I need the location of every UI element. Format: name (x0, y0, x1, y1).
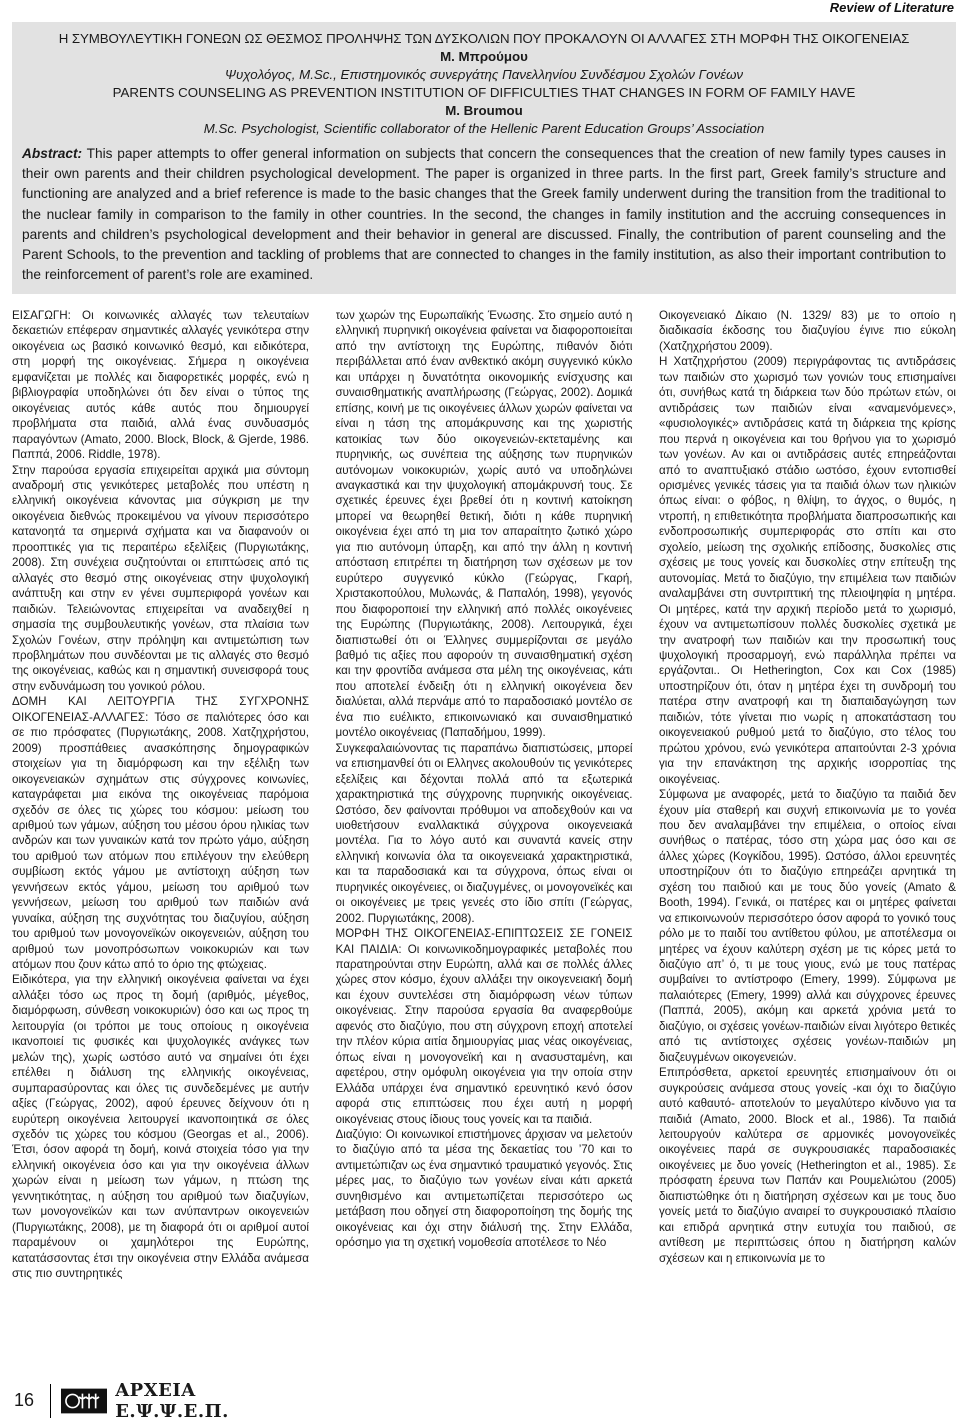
title-greek: Η ΣΥΜΒΟΥΛΕΥΤΙΚΗ ΓΟΝΕΩΝ ΩΣ ΘΕΣΜΟΣ ΠΡΟΛΗΨΗΣ ΤΩΝ ΔΥΣΚΟΛΙΩΝ ΠΟΥ ΠΡΟΚΑΛΟΥΝ ΟΙ ΑΛΛΑΓΕΣ ΣΤΗ ΜΟΡΦΗ ΤΗΣ ΟΙΚΟΓΕΝΕΙΑΣ (58, 31, 910, 46)
column-1 (12, 308, 309, 1388)
column-2 (336, 308, 633, 1388)
paragraph: Η Χατζηχρήστου (2009) περιγράφοντας τις αντιδράσεις των παιδιών στο χωρισμό των γονιών τους επισημαίνει ότι, συνήθως κατά τη διάρκεια των δύο πρώτων ετών, οι αντιδράσεις των παιδιών είναι «αναμενόμενες», «φυσιολογικές» αντιδράσεις κατά τη διάρκεια της κρίσης που περνά η οικογένεια και του θρήνου για το χωρισμό των γονέων. Αν και οι αντιδράσεις αυτές επηρεάζονται από το αναπτυξιακό στάδιο ωστόσο, έχουν εντοπισθεί ορισμένες γενικές τάσεις για τα παιδιά όλων των ηλικιών όπως είναι: ο φόβος, η θλίψη, το άγχος, ο θυμός, η ντροπή, η επιθετικότητα προβλήματα διαπροσωπικής και ενδοπροσωπικής συμπεριφοράς στο σπίτι και στο σχολείο, μείωση της σχολικής επίδοσης, δυσκολίες στις σχέσεις με τους γονείς και δυσκολίες στην επίτευξη της αυτονομίας. Μετά το διαζύγιο, την επιμέλεια των παιδιών αναλαμβάνει στη συντριπτική της πλειοψηφία η μητέρα. Οι μητέρες, κατά την αρχική περίοδο μετά το χωρισμό, έχουν να αντιμετωπίσουν πολλές δυσκολίες σχετικά με την ανατροφή των παιδιών και την προσωπική τους ψυχολογική προσαρμογή, ενώ παράλληλα πρέπει να εργάζονται.. Οι Hetherington, Cox και Cox (1985) υποστηρίζουν ότι, όταν η μητέρα έχει τη συνδρομή του πατέρα στην ανατροφή και τη διαπαιδαγώγηση των παιδιών, τότε γίνεται πιο νωρίς η αποκατάσταση του οικογενειακού ρυθμού μετά το διαζύγιο, στο τέλος του πρώτου χρόνου, ενώ γενικότερα απαιτούνται 2-3 χρόνια για την επανάκτηση της αρχικής ισορροπίας της οικογένειας. (659, 355, 956, 786)
paragraph: Διαζύγιο: Οι κοινωνικοί επιστήμονες άρχισαν να μελετούν το διαζύγιο από τα μέσα της δεκαετίας του ’70 και το αντιμετώπιζαν ως ένα σημαντικό τραυματικό γεγονός. Στις μέρες μας, το διαζύγιο των γονέων είναι κάτι αρκετά συνηθισμένο και αντιμετωπίζεται περισσότερο ως μετάβαση που οδηγεί στη διαφοροποίηση της δομής της οικογένειας και όχι στην διάλυσή της. Στην Ελλάδα, ορόσημο για τη σχετική νομοθεσία αποτέλεσε το Νέο (335, 1128, 633, 1250)
title-english: PARENTS COUNSELING AS PREVENTION INSTITUTION OF DIFFICULTIES THAT CHANGES IN FORM OF FAMILY HAVE (112, 85, 856, 100)
page-number: 16 (14, 1390, 35, 1410)
section-label: Review of Literature (829, 0, 954, 15)
paragraph: των χωρών της Ευρωπαϊκής Ένωσης. Στο σημείο αυτό η ελληνική πυρηνική οικογένεια φαίνεται να διαφοροποιείται από την αντίστοιχη της Ευρώπης, πιθανόν διότι περιβάλλεται από έναν ανθεκτικό ακόμη συγγενικό κύκλο και υπάρχει η δυνατότητα οικονομικής ενίσχυσης και συναισθηματικής αναπλήρωσης (Γεώργας, 2002). Δομικά επίσης, κοινή με τις οικογένειες άλλων χωρών φαίνεται να είναι η τάση της απομάκρυνσης και της χωριστής κατοικίας των δύο οικογενειών-εκτεταμένης και πυρηνικής, ως συνέπεια της αύξησης των πυρηνικών αυτόνομων νοικοκυριών, χωρίς αυτό να υποδηλώνει αναγκαστικά και την ψυχολογική απομάκρυνσή τους. Σε σχετικές έρευνες έχει βρεθεί ότι η κοντινή κατοίκηση μπορεί να θεωρηθεί θετική, διότι η κάθε πυρηνική οικογένεια έχει από τη μια τον απαραίτητο ζωτικό χώρο για πιο αυτόνομη ύπαρξη, και από την άλλη η κοντινή απόσταση επιτρέπει τη διατήρηση των σχέσεων με τον ευρύτερο συγγενικό κύκλο (Γεώργας, Γκαρή, Χριστακοπούλου, Μυλωνάς, & Παπαλόη, 1998), γεγονός που διαφοροποιεί την ελληνική από πολλές οικογένειες της Ευρώπης (Πυργιωτάκης, 2008). Λειτουργικά, έχει διαπιστωθεί ότι οι Έλληνες συμμερίζονται σε μεγάλο βαθμό τις αξίες που αφορούν τη συναισθηματική σχέση και την φροντίδα ανάμεσα στα μέλη της οικογένειας, κάτι που αποτελεί ένδειξη ότι η ελληνική οικογένεια δεν διαλύεται, αλλά περνάμε από το παραδοσιακό μοντέλο σε ένα πιο ευέλικτο, επικοινωνιακό και συναισθηματικό μοντέλο οικογένειας (Παπαδήμου, 1999). (335, 309, 633, 740)
abstract-label: Abstract: (22, 146, 83, 161)
affiliation-english: M.Sc. Psychologist, Scientific collaborator of the Hellenic Parent Education Groups’ Association (203, 121, 765, 136)
body-columns (12, 308, 956, 1388)
affiliation-greek: Ψυχολόγος, M.Sc., Επιστημονικός συνεργάτης Πανελληνίου Συνδέσμου Σχολών Γονέων (224, 67, 744, 82)
article-header (12, 22, 956, 294)
author-english: M. Broumou (445, 103, 523, 118)
journal-brand (50, 1380, 281, 1422)
paragraph: Οικογενειακό Δίκαιο (Ν. 1329/ 83) με το οποίο η διαδικασία έκδοσης του διαζυγίου έγινε πιο εύκολη (Χατζηχρήστου 2009). (659, 309, 956, 353)
paragraph: ΔΟΜΗ ΚΑΙ ΛΕΙΤΟΥΡΓΙΑ ΤΗΣ ΣΥΓΧΡΟΝΗΣ ΟΙΚΟΓΕΝΕΙΑΣ-ΑΛΛΑΓΕΣ: Τόσο σε παλιότερες όσο και σε πιο πρόσφατες (Πυργιωτάκης, 2008. Χατζηχρήστου, 2009) προσπάθειες ανασκόπησης δημογραφικών στοιχείων για τη διαμόρφωση και την εξέλιξη των οικογενειακών σχημάτων στις σύγχρονες κοινωνίες, καταγράφεται μια εικόνα της οικογένειας παρόμοια σχεδόν σε όλες τις χώρες του κόσμου: μείωση του αριθμού των γάμων, αύξηση του μέσου όρου ηλικίας των ανδρών και των γυναικών κατά τον πρώτο γάμο, αύξηση του αριθμού των ατόμων που επιλέγουν την ελεύθερη συμβίωση εκτός γάμου με αντίστοιχη αύξηση των γεννήσεων εκτός γάμου, μείωση του αριθμού των γεννήσεων, μείωση του αριθμού των παιδιών ανά γυναίκα, αύξηση της συχνότητας του διαζυγίου, αύξηση του αριθμού των μονογονεϊκών οικογενειών, αύξηση του αριθμού των μονοπρόσωπων νοικοκυριών και των ατόμων που ζουν κάτω από το όριο της φτώχειας. (12, 695, 309, 972)
abstract-text: This paper attempts to offer general information on subjects that concern the consequences that the creation of new family types causes in their own parents and their children psychological development. The paper is organized in three parts. In the first part, Greek family’s structure and functioning are analyzed and a brief reference is made to the basic changes that the Greek family underwent during the transition from the traditional to the nuclear family in comparison to the family in other countries. In the second, the changes in family institution and the accruing consequences in parents and children’s psychological development and their behavior in general are discussed. Finally, the contribution of parent counseling and the Parent Schools, to the prevention and tackling of problems that are connected to changes in the family institution, as also their important contribution to the reinforcement of parent’s role are examined. (22, 146, 946, 283)
paragraph: ΜΟΡΦΗ ΤΗΣ ΟΙΚΟΓΕΝΕΙΑΣ-ΕΠΙΠΤΩΣΕΙΣ ΣΕ ΓΟΝΕΙΣ ΚΑΙ ΠΑΙΔΙΑ: Οι κοινωνικοδημογραφικές μεταβολές που παρατηρούνται στην Ευρώπη, αλλά και σε πολλές άλλες χώρες στον κόσμο, έχουν αλλάξει την οικογενειακή δομή και έχουν συντελέσει στη διαμόρφωση νέων τύπων οικογένειας. Στην παρούσα εργασία θα αναφερθούμε αφενός στο διαζύγιο, που στη σύγχρονη εποχή αποτελεί την πλέον κύρια αιτία δημιουργίας μιας νέας οικογένειας, όπως είναι η μονογονεϊκή και η ανασυσταμένη, και αφετέρου, στην ομόφυλη οικογένεια για την οποία στην Ελλάδα υπάρχει ένα σημαντικό ερευνητικό κενό όσον αφορά στις επιπτώσεις που έχει αυτή η μορφή οικογένειας στους ίδιους τους γονείς και τα παιδιά. (335, 927, 633, 1126)
author-greek: Μ. Μπρούμου (440, 49, 528, 64)
paragraph: Ειδικότερα, για την ελληνική οικογένεια φαίνεται να έχει αλλάξει τόσο ως προς τη δομή (αριθμός, μέγεθος, διαμόρφωση, σύνθεση νοικοκυριών) όσο και ως προς τη λειτουργία (οι τρόποι με τους οποίους η οικογένεια ικανοποιεί τις φυσικές και ψυχολογικές ανάγκες των μελών της), χωρίς ωστόσο αυτό να σημαίνει ότι έχει επέλθει η διάλυση της ελληνικής οικογένειας, συμπαρασύροντας και όλες τις συνδεδεμένες με αυτήν αξίες (Γεώργας, 2002), αφού έρευνες δείχνουν ότι η ευρύτερη οικογένεια λειτουργεί ικανοποιητικά σε όλες σχεδόν τις χώρες του κόσμου (Georgas et al., 2006). Έτσι, όσον αφορά τη δομή, κοινά στοιχεία τόσο για την ελληνική οικογένεια όσο και για την οικογένεια άλλων χωρών είναι η μείωση των γάμων, η πτώση της γεννητικότητας, η αύξηση του αριθμού των διαζυγίων, των μονογονεϊκών και των ανύπαντρων οικογενειών (Πυργιωτάκης, 2008), με τη διαφορά ότι οι αριθμοί αυτοί παραμένουν οι χαμηλότεροι της Ευρώπης, κατατάσσοντας έτσι την οικογένεια στην Ελλάδα ανάμεσα στις πιο συντηρητικές (12, 973, 309, 1281)
paragraph: Σύμφωνα με αναφορές, μετά το διαζύγιο τα παιδιά δεν έχουν μία σταθερή και συχνή επικοινωνία με το γονέα που δεν αναλαμβάνει την επιμέλεια, ο οποίος είναι συνήθως ο πατέρας, τόσο στη χώρα μας όσο και σε άλλες χώρες (Κογκίδου, 1995). Ωστόσο, άλλοι ερευνητές υποστηρίζουν ότι το διαζύγιο επηρεάζει αρνητικά τη σχέση του παιδιού και με τους δύο γονείς (Amato & Booth, 1994). Γενικά, οι πατέρες και οι μητέρες φαίνεται να επικοινωνούν περισσότερο όσον αφορά το γονικό τους ρόλο με το παιδί του αντίθετου φύλου, με αποτέλεσμα οι μητέρες να έχουν καλύτερη σχέση με τις κόρες μετά το διαζύγιο απ’ ό, τι με τους γιους, ενώ με τους πατέρας συμβαίνει το αντίστροφο (Emery, 1999). Σύμφωνα με παλαιότερες (Emery, 1999) αλλά και σύγχρονες έρευνες (Παππά, 2005), ακόμη και αρκετά χρόνια μετά το διαζύγιο, οι σχέσεις γονέων-παιδιών είναι λιγότερο θετικές από τις αντίστοιχες σχέσεις γονέων-παιδιών μη διαζευγμένων οικογενειών. (659, 788, 956, 1064)
journal-name: ΑΡΧΕΙΑ Ε.Ψ.Ψ.Ε.Π. (115, 1380, 229, 1422)
paragraph: Στην παρούσα εργασία επιχειρείται αρχικά μια σύντομη αναδρομή στις γενικότερες μεταβολές που υπέστη η ελληνική οικογένεια κάνοντας μια σύγκριση με την οικογένεια διεθνώς προκειμένου να γίνουν περισσότερο κατανοητά τα σημερινά σχήματα και να διαφανούν οι προοπτικές για τις περαιτέρω εξελίξεις (Πυργιωτάκης, 2008). Στη συνέχεια συζητούνται οι επιπτώσεις από τις αλλαγές στο θεσμό στης οικογένειας στην ψυχολογική ανάπτυξη και στην εν γένει συμπεριφορά γονέων και παιδιών. Τελειώνοντας επιχειρείται να αναδειχθεί η σημασία της συμβουλευτικής γονέων, στα πλαίσια των Σχολών Γονέων, στην πρόληψη και αντιμετώπιση των προβλημάτων που συνδέονται με τις αλλαγές στο θεσμό της οικογένειας, καθώς και η σημαντική συνεισφορά τους στην ενδυνάμωση του γονικού ρόλου. (12, 463, 309, 693)
column-3 (659, 308, 956, 1388)
paragraph: ΕΙΣΑΓΩΓΗ: Οι κοινωνικές αλλαγές των τελευταίων δεκαετιών επέφεραν σημαντικές αλλαγές γενικότερα στην οικογένεια ως βασικό κοινωνικό θεσμό, και ειδικότερα, στη μορφή της οικογένειας. Σήμερα η οικογένεια εμφανίζεται με πολλές και διαφορετικές μορφές, ενώ η βιβλιογραφία υποδηλώνει ότι δεν είναι ο τύπος της οικογένειας αυτός κάθε αυτός που δημιουργεί προβλήματα στα παιδιά, αλλά ένας συνδυασμός παραγόντων (Amato, 2000. Block, Block, & Gjerde, 1986. Παππά, 2006. Riddle, 1978). (12, 309, 309, 462)
paragraph: Συγκεφαλαιώνοντας τις παραπάνω διαπιστώσεις, μπορεί να επισημανθεί ότι οι Ελληνες ακολουθούν τις γενικότερες εξελίξεις και δέχονται πολλά από τα εξωτερικά χαρακτηριστικά της σύγχρονης πυρηνικής οικογένειας. Ωστόσο, δεν φαίνονται πρόθυμοι να αποδεχθούν και να υιοθετήσουν εναλλακτικά σύγχρονα οικογενειακά μοντέλα. Για το λόγο αυτό και συναντά κανείς στην ελληνική κοινωνία όλα τα οικογενειακά χαρακτηριστικά, και τα παραδοσιακά και τα σύγχρονα, όπως είναι οι πυρηνικές οικογένειες, οι διαζυγμένες, οι μονογονεϊκές και οι οικογένειες με τρεις γενεές στο ίδιο σπίτι (Γεώργας, 2002. Πυργιωτάκης, 2008). (335, 741, 633, 925)
journal-logo-icon (61, 1386, 107, 1416)
paragraph: Επιπρόσθετα, αρκετοί ερευνητές επισημαίνουν ότι οι συγκρούσεις ανάμεσα στους γονείς -και όχι το διαζύγιο αυτό καθαυτό- αποτελούν το μεγαλύτερο κίνδυνο για τα παιδιά (Amato, 2000. Block et al., 1986). Τα παιδιά λειτουργούν καλύτερα σε αρμονικές μονογονεϊκές οικογένειες παρά σε συγκρουσιακές παραδοσιακές οικογένειες με δυο γονείς (Hetherington et al., 1985). Σε πρόσφατη έρευνα των Παπάν και Ρουμελιώτου (2005) διαπιστώθηκε ότι η διατήρηση σχέσεων και με τους δυο γονείς μετά το διαζύγιο αναιρεί το συγκρουσιακό πλαίσιο και επιδρά αρνητικά στην ευτυχία του παιδιού, σε αντίθεση με περιπτώσεις όπου η διατήρηση καλών σχέσεων και η επικοινωνία με το (659, 1066, 956, 1265)
abstract (22, 144, 946, 285)
page-footer (12, 1380, 956, 1422)
